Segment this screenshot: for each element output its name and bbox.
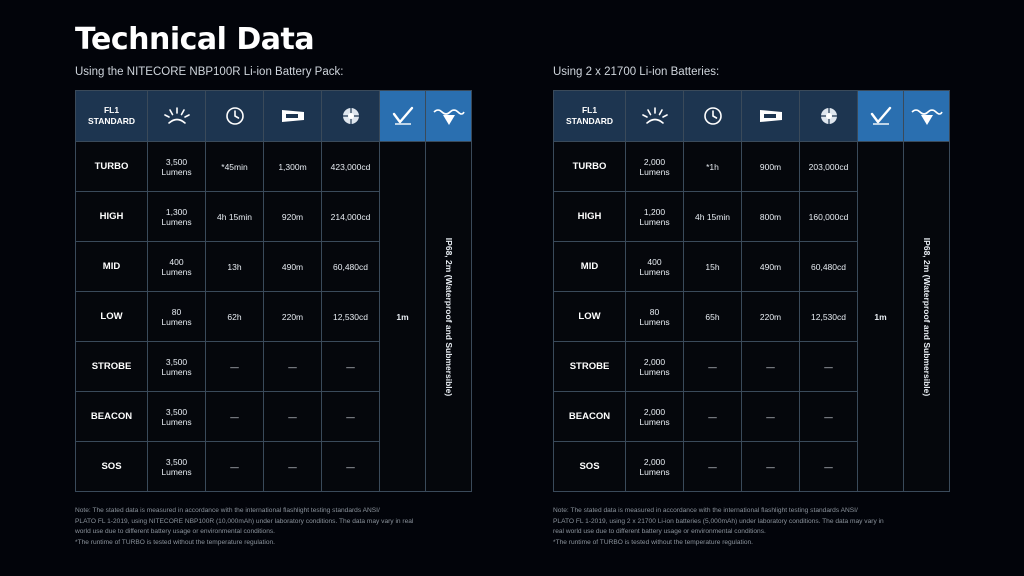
runtime-cell: — [684, 342, 742, 392]
footnote-left [75, 506, 475, 548]
footnote-line: PLATO FL 1-2019, using 2 x 21700 Li-ion batteries (5,000mAh) under laboratory conditions. The data may vary in [553, 517, 884, 525]
lumens-value: 1,200 [643, 206, 666, 217]
waterproof-cell [426, 142, 472, 492]
lumens-cell [148, 292, 206, 342]
runtime-cell: *45min [206, 142, 264, 192]
impact-resistance-icon [858, 91, 904, 142]
lumens-value: 2,000 [643, 156, 666, 167]
beam-distance-icon [264, 91, 322, 142]
impact-resistance-cell: 1m [380, 142, 426, 492]
lumens-unit: Lumens [161, 366, 192, 377]
distance-cell: 1,300m [264, 142, 322, 192]
mode-cell: SOS [554, 442, 626, 492]
lumens-unit: Lumens [161, 166, 192, 177]
footnote-right [553, 506, 953, 548]
mode-cell: LOW [76, 292, 148, 342]
runtime-cell: 4h 15min [684, 192, 742, 242]
footnote-line: *The runtime of TURBO is tested without the temperature regulation. [75, 538, 275, 546]
lumens-value: 1,300 [165, 206, 188, 217]
lumens-value: 80 [649, 306, 660, 317]
intensity-cell: 160,000cd [800, 192, 858, 242]
runtime-cell: — [684, 392, 742, 442]
lumens-value: 400 [647, 256, 662, 267]
subtitle-left: Using the NITECORE NBP100R Li-ion Battery Pack: [75, 66, 344, 78]
intensity-cell: — [800, 392, 858, 442]
impact-resistance-cell: 1m [858, 142, 904, 492]
mode-cell: MID [76, 242, 148, 292]
distance-cell: 800m [742, 192, 800, 242]
distance-cell: — [742, 392, 800, 442]
spec-table [553, 90, 950, 492]
distance-cell: — [742, 442, 800, 492]
footnote-line: Note: The stated data is measured in accordance with the international flashlight testing standards ANSI/ [75, 507, 380, 514]
mode-cell: MID [554, 242, 626, 292]
intensity-cell: — [322, 442, 380, 492]
lumens-unit: Lumens [161, 216, 192, 227]
mode-cell: HIGH [554, 192, 626, 242]
lumens-value: 3,500 [165, 356, 188, 367]
lumens-unit: Lumens [161, 316, 192, 327]
distance-cell: — [264, 392, 322, 442]
distance-cell: 220m [742, 292, 800, 342]
lumens-value: 2,000 [643, 406, 666, 417]
lumens-unit: Lumens [161, 266, 192, 277]
footnote-line: *The runtime of TURBO is tested without the temperature regulation. [553, 538, 753, 546]
footnote-line: real world use due to different battery usage or environmental conditions. [553, 528, 766, 535]
mode-cell: BEACON [76, 392, 148, 442]
lumens-unit: Lumens [639, 416, 670, 427]
lumens-value: 2,000 [643, 356, 666, 367]
lumens-cell [148, 342, 206, 392]
runtime-cell: 62h [206, 292, 264, 342]
intensity-cell: — [800, 442, 858, 492]
distance-cell: — [742, 342, 800, 392]
runtime-cell: — [206, 342, 264, 392]
mode-cell: TURBO [554, 142, 626, 192]
distance-cell: 490m [264, 242, 322, 292]
waterproof-icon [426, 91, 472, 142]
distance-cell: — [264, 442, 322, 492]
waterproof-rating-text: IP68, 2m (Waterproof and Submersible) [443, 237, 454, 396]
lumens-cell [626, 342, 684, 392]
lumens-value: 3,500 [165, 406, 188, 417]
subtitle-right: Using 2 x 21700 Li-ion Batteries: [553, 66, 720, 78]
lumens-value: 400 [169, 256, 184, 267]
lumens-cell [626, 242, 684, 292]
lumens-cell [148, 142, 206, 192]
brightness-icon [626, 91, 684, 142]
lumens-cell [626, 392, 684, 442]
distance-cell: 220m [264, 292, 322, 342]
standard-header: FL1 STANDARD [554, 91, 626, 142]
lumens-unit: Lumens [161, 466, 192, 477]
table-row [76, 142, 472, 192]
spec-table [75, 90, 472, 492]
runtime-cell: — [206, 442, 264, 492]
lumens-cell [626, 292, 684, 342]
waterproof-cell [904, 142, 950, 492]
intensity-cell: — [322, 342, 380, 392]
lumens-cell [626, 142, 684, 192]
mode-cell: SOS [76, 442, 148, 492]
lumens-value: 2,000 [643, 456, 666, 467]
lumens-cell [148, 242, 206, 292]
table-header-row [554, 91, 950, 142]
lumens-cell [626, 192, 684, 242]
waterproof-rating-text: IP68, 2m (Waterproof and Submersible) [921, 237, 932, 396]
runtime-cell: *1h [684, 142, 742, 192]
table-row [554, 142, 950, 192]
runtime-cell: 4h 15min [206, 192, 264, 242]
intensity-cell: 203,000cd [800, 142, 858, 192]
mode-cell: HIGH [76, 192, 148, 242]
peak-intensity-icon [800, 91, 858, 142]
lumens-unit: Lumens [161, 416, 192, 427]
spec-table-panel-left [75, 90, 472, 492]
intensity-cell: — [800, 342, 858, 392]
lumens-cell [148, 192, 206, 242]
runtime-cell: 13h [206, 242, 264, 292]
lumens-value: 3,500 [165, 156, 188, 167]
intensity-cell: 60,480cd [800, 242, 858, 292]
lumens-cell [626, 442, 684, 492]
intensity-cell: 423,000cd [322, 142, 380, 192]
table-header-row [76, 91, 472, 142]
distance-cell: — [264, 342, 322, 392]
footnote-line: world use due to different battery usage or environmental conditions. [75, 528, 276, 535]
lumens-unit: Lumens [639, 366, 670, 377]
distance-cell: 920m [264, 192, 322, 242]
runtime-cell: 15h [684, 242, 742, 292]
footnote-line: Note: The stated data is measured in accordance with the international flashlight testing standards ANSI/ [553, 507, 858, 514]
mode-cell: STROBE [554, 342, 626, 392]
mode-cell: LOW [554, 292, 626, 342]
footnote-line: PLATO FL 1-2019, using NITECORE NBP100R (10,000mAh) under laboratory conditions. The data may vary in real [75, 517, 414, 525]
lumens-unit: Lumens [639, 316, 670, 327]
beam-distance-icon [742, 91, 800, 142]
mode-cell: BEACON [554, 392, 626, 442]
spec-table-panel-right [553, 90, 950, 492]
lumens-unit: Lumens [639, 216, 670, 227]
mode-cell: TURBO [76, 142, 148, 192]
lumens-cell [148, 442, 206, 492]
runtime-cell: — [206, 392, 264, 442]
page-title: Technical Data [75, 22, 315, 57]
brightness-icon [148, 91, 206, 142]
lumens-value: 80 [171, 306, 182, 317]
distance-cell: 900m [742, 142, 800, 192]
intensity-cell: 12,530cd [322, 292, 380, 342]
lumens-unit: Lumens [639, 166, 670, 177]
lumens-value: 3,500 [165, 456, 188, 467]
lumens-unit: Lumens [639, 466, 670, 477]
lumens-cell [148, 392, 206, 442]
runtime-cell: 65h [684, 292, 742, 342]
peak-intensity-icon [322, 91, 380, 142]
runtime-clock-icon [684, 91, 742, 142]
standard-header: FL1 STANDARD [76, 91, 148, 142]
intensity-cell: 214,000cd [322, 192, 380, 242]
intensity-cell: 12,530cd [800, 292, 858, 342]
lumens-unit: Lumens [639, 266, 670, 277]
mode-cell: STROBE [76, 342, 148, 392]
distance-cell: 490m [742, 242, 800, 292]
waterproof-icon [904, 91, 950, 142]
intensity-cell: 60,480cd [322, 242, 380, 292]
runtime-clock-icon [206, 91, 264, 142]
intensity-cell: — [322, 392, 380, 442]
runtime-cell: — [684, 442, 742, 492]
impact-resistance-icon [380, 91, 426, 142]
